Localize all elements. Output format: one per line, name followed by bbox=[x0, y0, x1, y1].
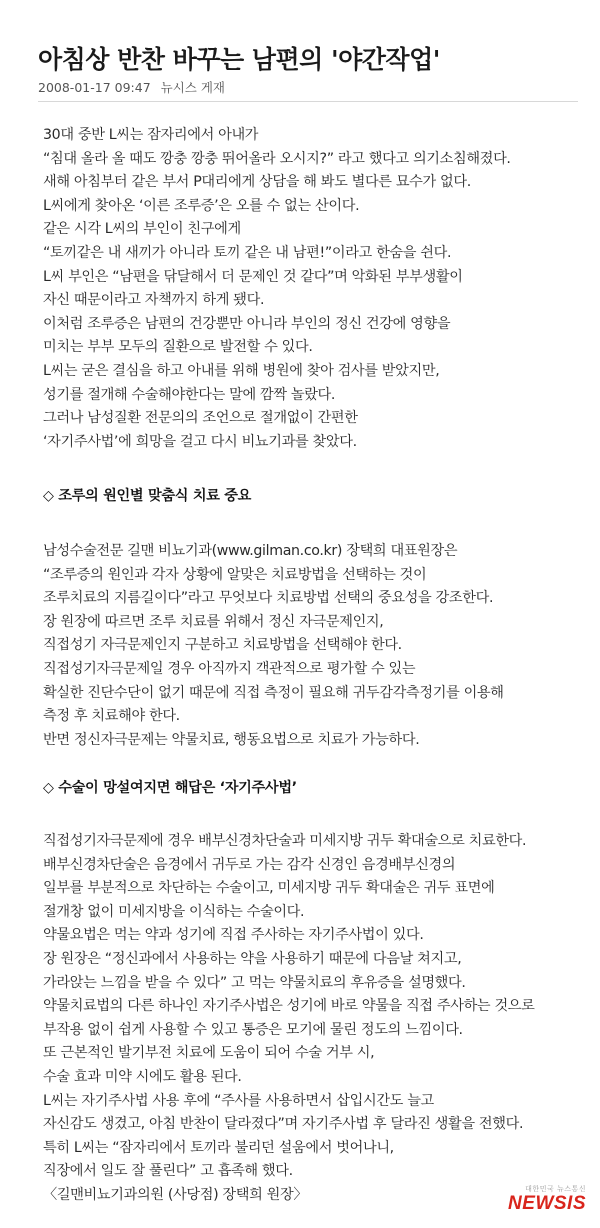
section-heading-self-injection: ◇ 수술이 망설여지면 해답은 ‘자기주사법’ bbox=[43, 780, 297, 796]
logo-tagline: 대한민국 뉴스통신 bbox=[525, 1185, 586, 1193]
text-line: 확실한 진단수단이 없기 때문에 직접 측정이 필요해 귀두감각측정기를 이용해 bbox=[43, 684, 504, 701]
logo-name: NEWSIS bbox=[508, 1193, 586, 1214]
text-line: 자신 때문이라고 자책까지 하게 됐다. bbox=[43, 292, 265, 309]
text-line: 〈길맨비뇨기과의원 (사당점) 장택희 원장〉 bbox=[43, 1186, 308, 1203]
intro-paragraph bbox=[43, 124, 591, 454]
article-source: 뉴시스 게재 bbox=[160, 80, 225, 95]
newsis-logo bbox=[476, 1184, 586, 1216]
text-line: L씨는 굳은 결심을 하고 아내를 위해 병원에 찾아 검사를 받았지만, bbox=[43, 362, 440, 379]
article-date: 2008-01-17 09:47 bbox=[38, 80, 151, 95]
text-line: 남성수술전문 길맨 비뇨기과(www.gilman.co.kr) 장택희 대표원장은 bbox=[43, 543, 458, 559]
text-line: 부작용 없이 쉽게 사용할 수 있고 통증은 모기에 물린 정도의 느낌이다. bbox=[43, 1021, 463, 1038]
text-line: 특히 L씨는 “잠자리에서 토끼라 불리던 설움에서 벗어나니, bbox=[43, 1139, 394, 1156]
treatment-paragraph bbox=[43, 540, 591, 752]
text-line: 측정 후 치료해야 한다. bbox=[43, 708, 180, 725]
text-line: 절개창 없이 미세지방을 이식하는 수술이다. bbox=[43, 903, 305, 920]
text-line: 일부를 부분적으로 차단하는 수술이고, 미세지방 귀두 확대술은 귀두 표면에 bbox=[43, 880, 495, 897]
text-line: ‘자기주사법’에 희망을 걸고 다시 비뇨기과를 찾았다. bbox=[43, 433, 357, 450]
text-line: “침대 올라 올 때도 깡충 깡충 뛰어올라 오시지?” 라고 했다고 의기소침해졌다. bbox=[43, 150, 511, 167]
text-line: 또 근본적인 발기부전 치료에 도움이 되어 수술 거부 시, bbox=[43, 1045, 375, 1062]
text-line: 직장에서 일도 잘 풀린다” 고 흡족해 했다. bbox=[43, 1163, 293, 1180]
text-line: “조루증의 원인과 각자 상황에 알맞은 치료방법을 선택하는 것이 bbox=[43, 566, 427, 583]
text-line: 미치는 부부 모두의 질환으로 발전할 수 있다. bbox=[43, 339, 313, 356]
text-line: L씨 부인은 “남편을 닦달해서 더 문제인 것 같다”며 악화된 부부생활이 bbox=[43, 268, 463, 285]
text-line: 직접성기자극문제에 경우 배부신경차단술과 미세지방 귀두 확대술으로 치료한다. bbox=[43, 833, 527, 849]
text-line: 자신감도 생겼고, 아침 반찬이 달라졌다”며 자기주사법 후 달라진 생활을 전했다. bbox=[43, 1116, 524, 1133]
text-line: “토끼같은 내 새끼가 아니라 토끼 같은 내 남편!”이라고 한숨을 쉰다. bbox=[43, 244, 452, 261]
text-line: 장 원장은 “정신과에서 사용하는 약을 사용하기 때문에 다음날 쳐지고, bbox=[43, 950, 462, 967]
text-line: 약물치료법의 다른 하나인 자기주사법은 성기에 바로 약물을 직접 주사하는 것으로 bbox=[43, 998, 535, 1015]
text-line: L씨는 자기주사법 사용 후에 “주사를 사용하면서 삽입시간도 늘고 bbox=[43, 1092, 434, 1109]
text-line: 가라앉는 느낌을 받을 수 있다” 고 먹는 약물치료의 후유증을 설명했다. bbox=[43, 974, 466, 991]
text-line: 수술 효과 미약 시에도 활용 된다. bbox=[43, 1068, 242, 1085]
section-heading-cause-treatment: ◇ 조루의 원인별 맞춤식 치료 중요 bbox=[43, 488, 252, 504]
article-meta bbox=[38, 78, 225, 96]
text-line: 배부신경차단술은 음경에서 귀두로 가는 감각 신경인 음경배부신경의 bbox=[43, 856, 456, 873]
text-line: 반면 정신자극문제는 약물치료, 행동요법으로 치료가 가능하다. bbox=[43, 731, 420, 748]
text-line: 30대 중반 L씨는 잠자리에서 아내가 bbox=[43, 127, 259, 143]
text-line: 성기를 절개해 수술해야한다는 말에 깜짝 놀랐다. bbox=[43, 386, 336, 403]
article-title: 아침상 반찬 바꾸는 남편의 '야간작업' bbox=[38, 45, 440, 74]
text-line: 그러나 남성질환 전문의의 조언으로 절개없이 간편한 bbox=[43, 410, 358, 427]
text-line: 직접성기자극문제일 경우 아직까지 객관적으로 평가할 수 있는 bbox=[43, 660, 416, 677]
text-line: 새해 아침부터 같은 부서 P대리에게 상담을 해 봐도 별다른 묘수가 없다. bbox=[43, 174, 471, 191]
title-divider bbox=[38, 101, 578, 102]
text-line: 약물요법은 먹는 약과 성기에 직접 주사하는 자기주사법이 있다. bbox=[43, 927, 424, 944]
text-line: L씨에게 찾아온 ‘이른 조루증’은 오를 수 없는 산이다. bbox=[43, 197, 360, 214]
text-line: 이처럼 조루증은 남편의 건강뿐만 아니라 부인의 정신 건강에 영향을 bbox=[43, 315, 451, 332]
text-line: 직접성기 자극문제인지 구분하고 치료방법을 선택해야 한다. bbox=[43, 637, 402, 654]
text-line: 장 원장에 따르면 조루 치료를 위해서 정신 자극문제인지, bbox=[43, 613, 384, 630]
self-injection-paragraph bbox=[43, 830, 591, 1208]
text-line: 같은 시각 L씨의 부인이 친구에게 bbox=[43, 221, 241, 238]
text-line: 조루치료의 지름길이다”라고 무엇보다 치료방법 선택의 중요성을 강조한다. bbox=[43, 590, 494, 607]
